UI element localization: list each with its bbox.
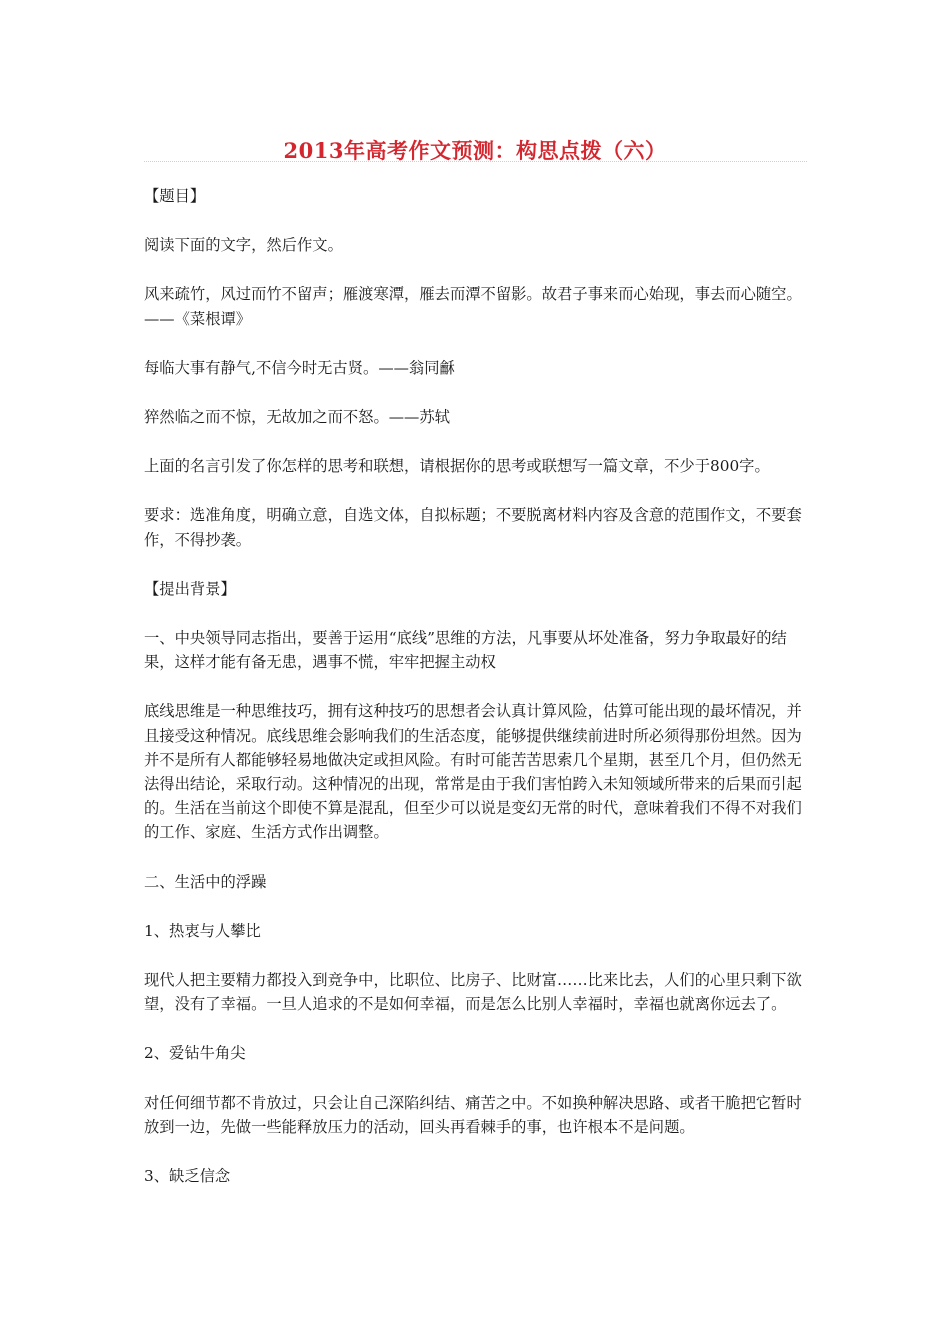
section-heading-topic: 【题目】 bbox=[144, 187, 206, 205]
requirements-paragraph: 要求：选准角度，明确立意，自选文体，自拟标题；不要脱离材料内容及含意的范围作文，不要套作，不得抄袭。 bbox=[144, 506, 802, 549]
subheading: 3、缺乏信念 bbox=[144, 1167, 231, 1186]
title-divider bbox=[144, 161, 807, 162]
subheading: 1、热衷与人攀比 bbox=[144, 921, 261, 940]
document-body bbox=[144, 184, 808, 1213]
quote-caigentan: 风来疏竹，风过而竹不留声；雁渡寒潭，雁去而潭不留影。故君子事来而心始现，事去而心随空。——《菜根谭》 bbox=[144, 285, 802, 328]
subheading: 2、爱钻牛角尖 bbox=[144, 1044, 246, 1063]
paragraph: 现代人把主要精力都投入到竞争中，比职位、比房子、比财富……比来比去，人们的心里只剩下欲望，没有了幸福。一旦人追求的不是如何幸福，而是怎么比别人幸福时，幸福也就离你远去了。 bbox=[144, 971, 802, 1014]
quote-su-shi: 猝然临之而不惊，无故加之而不怒。——苏轼 bbox=[144, 408, 450, 427]
quote-weng-tonghe: 每临大事有静气,不信今时无古贤。——翁同龢 bbox=[144, 358, 455, 377]
paragraph: 底线思维是一种思维技巧，拥有这种技巧的思想者会认真计算风险，估算可能出现的最坏情况，并且接受这种情况。底线思维会影响我们的生活态度，能够提供继续前进时所必须得那份坦然。因为并不是所有人都能够轻易地做决定或担风险。有时可能苦苦思索几个星期，甚至几个月，但仍然无法得出结论，采取行动。这种情况的出现，常常是由于我们害怕跨入未知领域所带来的后果而引起的。生活在当前这个即使不算是混乱，但至少可以说是变幻无常的时代，意味着我们不得不对我们的工作、家庭、生活方式作出调整。 bbox=[144, 702, 802, 842]
section-heading-background: 【提出背景】 bbox=[144, 579, 236, 598]
paragraph: 上面的名言引发了你怎样的思考和联想，请根据你的思考或联想写一篇文章，不少于800字。 bbox=[144, 457, 770, 476]
document-title: 2013年高考作文预测：构思点拨（六） bbox=[283, 138, 667, 164]
paragraph: 一、中央领导同志指出，要善于运用“底线”思维的方法，凡事要从坏处准备，努力争取最好的结果，这样才能有备无患，遇事不慌，牢牢把握主动权 bbox=[144, 629, 787, 672]
paragraph: 阅读下面的文字，然后作文。 bbox=[144, 236, 343, 255]
subheading: 二、生活中的浮躁 bbox=[144, 872, 267, 891]
paragraph: 对任何细节都不肯放过，只会让自己深陷纠结、痛苦之中。不如换种解决思路、或者干脆把它暂时放到一边，先做一些能释放压力的活动，回头再看棘手的事，也许根本不是问题。 bbox=[144, 1093, 802, 1136]
